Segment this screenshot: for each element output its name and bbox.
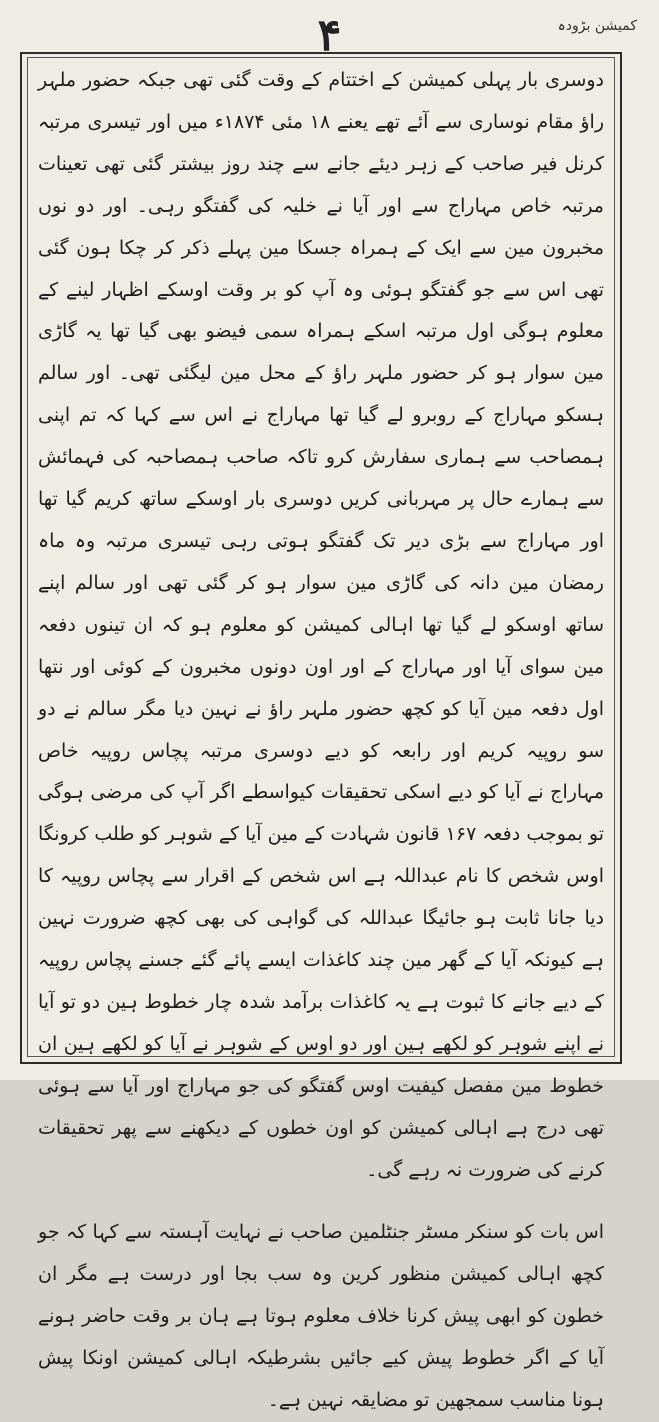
running-head: کمیشن بڑودہ [557, 18, 637, 34]
page-number: ۴ [317, 10, 342, 61]
body-text [38, 60, 604, 1422]
paragraph-1: دوسری بار پہلی کمیشن کے اختتام کے وقت گئی تھی جبکہ حضور ملہر راؤ مقام نوساری سے آئے تھے یعنے ۱۸ مئی ۱۸۷۴ء میں اور تیسری مرتبہ کرنل فیر صاحب کے زہر دیئے جانے سے چند روز بیشتر گئی تھی تعینات مرتبہ خاص مہاراج سے اور آیا نے خلیہ کی گفتگو رہی۔ اور دو نوں مخبرون مین سے ایک کے ہمراہ جسکا مین پہلے ذکر کر چکا ہون گئی تھی اس سے جو گفتگو ہوئی وہ آپ کو بر وقت اوسکے اظہار لینے کے معلوم ہوگی اول مرتبہ اسکے ہمراہ سمی فیضو بھی گیا تھا یہ گاڑی مین سوار ہو کر حضور ملہر راؤ کے محل مین لیگئی تھی۔ اور سالم ہسکو مہاراج کے روبرو لے گیا تھا مہاراج نے اس سے کہا کہ تم اپنی ہمصاحب سے ہماری سفارش کرو تاکہ صاحب ہمصاحبہ کی فہمائش سے ہمارے حال پر مہربانی کریں دوسری بار اوسکے ساتھ کریم گیا تھا اور مہاراج سے بڑی دیر تک گفتگو ہوتی رہی تیسری مرتبہ وہ ماہ رمضان مین دانہ کی گاڑی مین سوار ہو کر گئی تھی اور سالم اپنے ساتھ اوسکو لے گیا تھا اہالی کمیشن کو معلوم ہو کہ ان تینوں دفعہ مین سوای آیا اور مہاراج کے اور اون دونوں مخبرون کے کوئی اور نتھا اول دفعہ مین آیا کو کچھ حضور ملہر راؤ نے نہین دیا مگر سالم نے دو سو روپیہ کریم اور رابعہ کو دیے دوسری مرتبہ پچاس روپیہ خاص مہاراج نے آیا کو دیے اسکی تحقیقات کیواسطے اگر آپ کی مرضی ہوگی تو بموجب دفعہ ۱۶۷ قانون شہادت کے مین آیا کے شوہر کو طلب کرونگا اوس شخص کا نام عبداللہ ہے اس شخص کے اقرار سے پچاس روپیہ کا دیا جانا ثابت ہو جائیگا عبداللہ کی گواہی کی بھی کچھ ضرورت نہین ہے کیونکہ آیا کے گھر مین چند کاغذات ایسے پائے گئے جسنے پچاس روپیہ کے دیے جانے کا ثبوت ہے یہ کاغذات برآمد شدہ چار خطوط ہین دو تو آیا نے اپنے شوہر کو لکھے ہین اور دو اوس کے شوہر نے آیا کو لکھے ہین ان خطوط مین مفصل کیفیت اوس گفتگو کی جو مہاراج اور آیا سے ہوئی تھی درج ہے اہالی کمیشن کو اون خطوں کے دیکھنے سے پھر تحقیقات کرنے کی ضرورت نہ رہے گی۔ [38, 69, 605, 1181]
paragraph-2: اس بات کو سنکر مسٹر جنٹلمین صاحب نے نہایت آہستہ سے کہا کہ جو کچھ اہالی کمیشن منظور کرین وہ سب بجا اور درست ہے مگر ان خطون کو ابھی پیش کرنا خلاف معلوم ہوتا ہے ہان بر وقت حاضر ہونے آیا کے اگر خطوط پیش کیے جائیں بشرطیکہ اہالی کمیشن اونکا پیش ہونا مناسب سمجھین تو مضایقہ نہین ہے۔ [38, 1221, 604, 1412]
